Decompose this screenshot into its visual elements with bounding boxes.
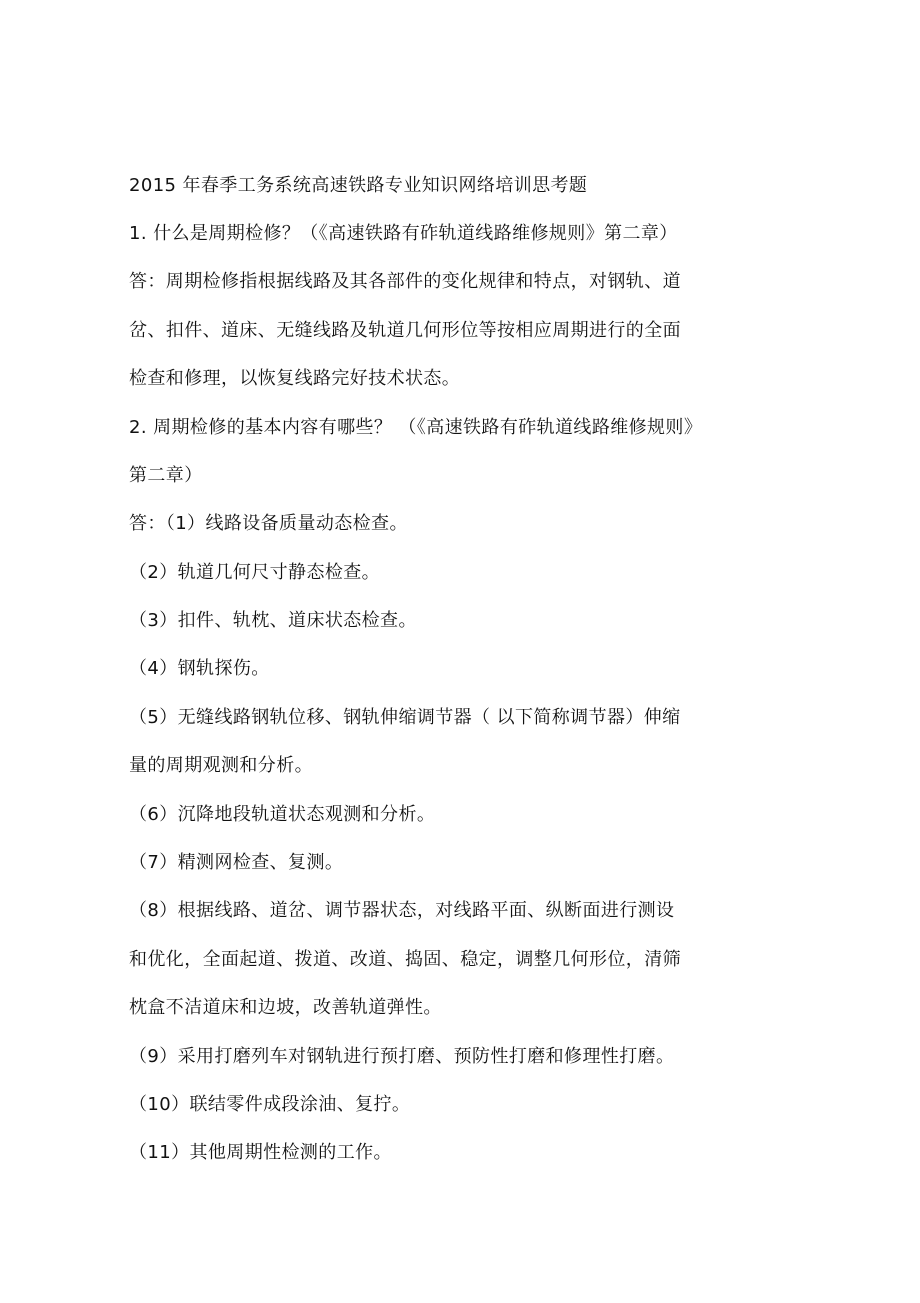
answer-2-item-11: （11）其他周期性检测的工作。 xyxy=(129,1142,392,1163)
question-2-line-1: 2. 周期检修的基本内容有哪些？ （《高速铁路有砟轨道线路维修规则》 xyxy=(129,417,703,438)
answer-2-item-5-line-1: （5）无缝线路钢轨位移、钢轨伸缩调节器（ 以下简称调节器）伸缩 xyxy=(129,707,681,728)
answer-2-item-10: （10）联结零件成段涂油、复拧。 xyxy=(129,1094,411,1115)
answer-2-item-7: （7）精测网检查、复测。 xyxy=(129,852,344,873)
answer-2-item-3: （3）扣件、轨枕、道床状态检查。 xyxy=(129,610,417,631)
answer-2-item-4: （4）钢轨探伤。 xyxy=(129,658,270,679)
question-2-line-2: 第二章） xyxy=(129,465,203,486)
answer-1-line-2: 岔、扣件、道床、无缝线路及轨道几何形位等按相应周期进行的全面 xyxy=(129,320,681,341)
answer-2-item-5-line-2: 量的周期观测和分析。 xyxy=(129,755,313,776)
answer-2-item-8-line-2: 和优化，全面起道、拨道、改道、捣固、稳定，调整几何形位，清筛 xyxy=(129,949,681,970)
answer-2-item-8-line-3: 枕盒不洁道床和边坡，改善轨道弹性。 xyxy=(129,997,442,1018)
answer-2-item-6: （6）沉降地段轨道状态观测和分析。 xyxy=(129,804,436,825)
answer-1-line-3: 检查和修理，以恢复线路完好技术状态。 xyxy=(129,368,461,389)
answer-2-item-8-line-1: （8）根据线路、道岔、调节器状态，对线路平面、纵断面进行测设 xyxy=(129,900,675,921)
answer-2-item-1: 答：（1）线路设备质量动态检查。 xyxy=(129,513,408,534)
answer-2-item-2: （2）轨道几何尺寸静态检查。 xyxy=(129,562,381,583)
question-1: 1. 什么是周期检修？（《高速铁路有砟轨道线路维修规则》第二章） xyxy=(129,223,678,244)
document-title: 2015 年春季工务系统高速铁路专业知识网络培训思考题 xyxy=(129,175,588,196)
answer-1-line-1: 答：周期检修指根据线路及其各部件的变化规律和特点，对钢轨、道 xyxy=(129,271,681,292)
answer-2-item-9: （9）采用打磨列车对钢轨进行预打磨、预防性打磨和修理性打磨。 xyxy=(129,1046,675,1067)
